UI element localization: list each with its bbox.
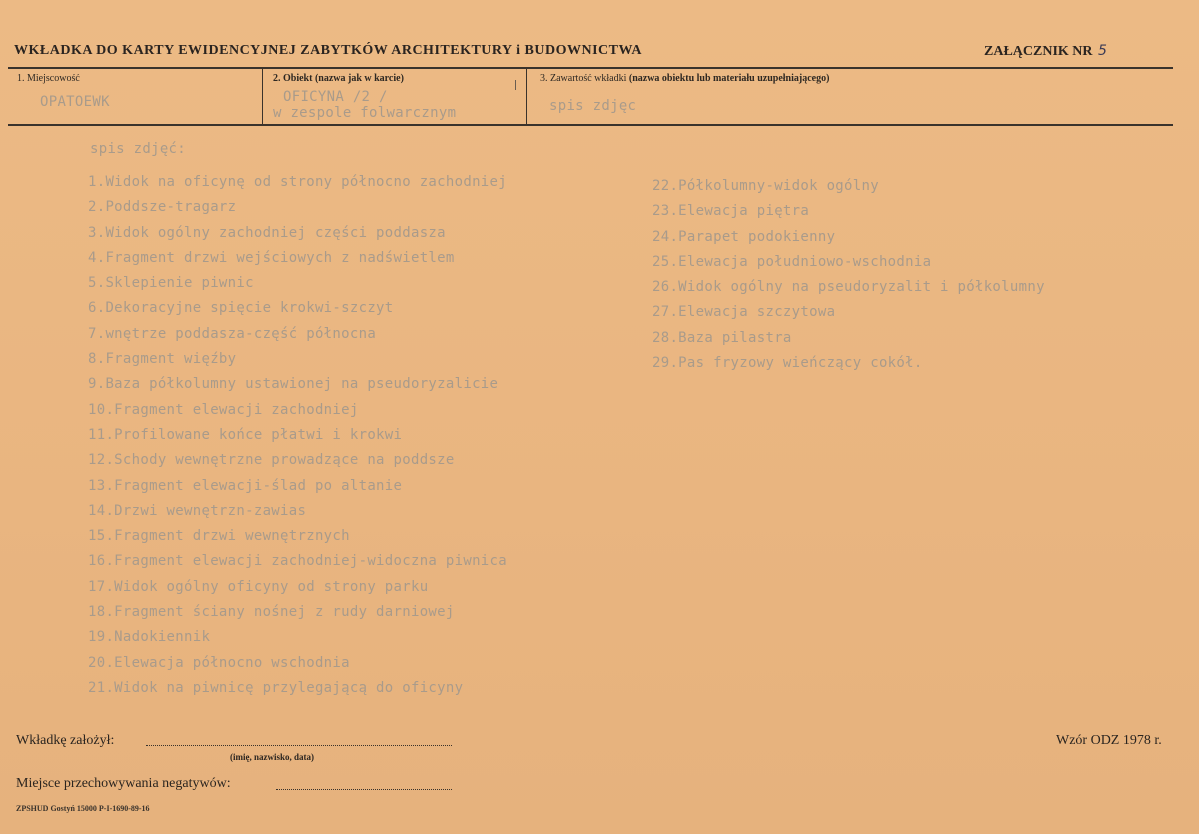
storage-line (276, 789, 452, 790)
locality-label: 1. Miejscowość (17, 73, 80, 84)
list-item: 14.Drzwi wewnętrzn-zawias (88, 502, 307, 519)
photo-list-left (88, 173, 507, 704)
contents-label-num: 3. Zawartość wkładki (540, 73, 627, 84)
list-item: 27.Elewacja szczytowa (652, 304, 836, 321)
list-item: 5.Sklepienie piwnic (88, 275, 254, 292)
list-item: 28.Baza pilastra (652, 329, 792, 346)
list-item: 2.Poddsze-tragarz (88, 199, 237, 216)
header-top-rule (8, 67, 1173, 69)
contents-label (540, 73, 829, 84)
list-item: 13.Fragment elewacji-ślad po altanie (88, 477, 403, 494)
list-item: 7.wnętrze poddasza-część północna (88, 325, 377, 342)
list-item: 6.Dekoracyjne spięcie krokwi-szczyt (88, 300, 394, 317)
list-item: 17.Widok ogólny oficyny od strony parku (88, 578, 429, 595)
list-item: 25.Elewacja południowo-wschodnia (652, 253, 932, 270)
list-item: 16.Fragment elewacji zachodniej-widoczna piwnica (88, 553, 507, 570)
list-item: 19.Nadokiennik (88, 629, 211, 646)
object-value-line1: OFICYNA /2 / (283, 89, 388, 105)
field-divider-1 (262, 69, 263, 124)
object-value-line2: w zespole folwarcznym (273, 105, 457, 121)
list-item: 3.Widok ogólny zachodniej części poddasza (88, 224, 446, 241)
list-item: 26.Widok ogólny na pseudoryzalit i półkolumny (652, 279, 1045, 296)
list-item: 1.Widok na oficynę od strony północno zachodniej (88, 174, 507, 190)
annex-label-text: ZAŁĄCZNIK NR (984, 44, 1093, 59)
contents-value: spis zdjęc (549, 98, 637, 114)
list-item: 12.Schody wewnętrzne prowadzące na poddsze (88, 452, 455, 469)
list-item: 15.Fragment drzwi wewnętrznych (88, 528, 350, 545)
list-item: 10.Fragment elewacji zachodniej (88, 401, 359, 418)
list-item: 20.Elewacja północno wschodnia (88, 654, 350, 671)
list-item: 9.Baza półkolumny ustawionej na pseudoryzalicie (88, 376, 499, 393)
list-item: 4.Fragment drzwi wejściowych z nadświetlem (88, 249, 455, 266)
object-label-text: 2. Obiekt (nazwa jak w karcie) (273, 73, 404, 84)
list-item: 29.Pas fryzowy wieńczący cokół. (652, 355, 923, 372)
contents-label-hint: (nazwa obiektu lub materiału uzupełniającego) (628, 73, 830, 84)
list-item: 22.Półkolumny-widok ogólny (652, 178, 879, 194)
locality-value: OPATOEWK (40, 94, 110, 110)
field-divider-2 (526, 69, 527, 124)
printer-imprint: ZPSHUD Gostyń 15000 P-I-1690-89-16 (16, 804, 150, 813)
annex-label (984, 43, 1107, 60)
list-item: 18.Fragment ściany nośnej z rudy darniowej (88, 604, 455, 621)
object-label (273, 73, 404, 84)
annex-number: 5 (1098, 43, 1107, 59)
header-bottom-rule (8, 124, 1173, 126)
founded-by-hint: (imię, nazwisko, data) (230, 752, 314, 762)
list-item: 8.Fragment więźby (88, 351, 237, 368)
pen-mark (515, 80, 516, 90)
photo-list-right (652, 177, 1045, 379)
pattern-label: Wzór ODZ 1978 r. (1056, 733, 1162, 748)
list-item: 23.Elewacja piętra (652, 203, 810, 220)
list-item: 24.Parapet podokienny (652, 228, 836, 245)
list-item: 21.Widok na piwnicę przylegającą do oficyny (88, 679, 464, 696)
list-item: 11.Profilowane końce płatwi i krokwi (88, 426, 403, 443)
founded-by-label: Wkładkę założył: (16, 733, 115, 748)
form-title: WKŁADKA DO KARTY EWIDENCYJNEJ ZABYTKÓW ARCHITEKTURY i BUDOWNICTWA (14, 43, 643, 58)
storage-label: Miejsce przechowywania negatywów: (16, 776, 231, 791)
founded-by-line (146, 745, 452, 746)
photo-list-heading: spis zdjęć: (90, 141, 187, 157)
